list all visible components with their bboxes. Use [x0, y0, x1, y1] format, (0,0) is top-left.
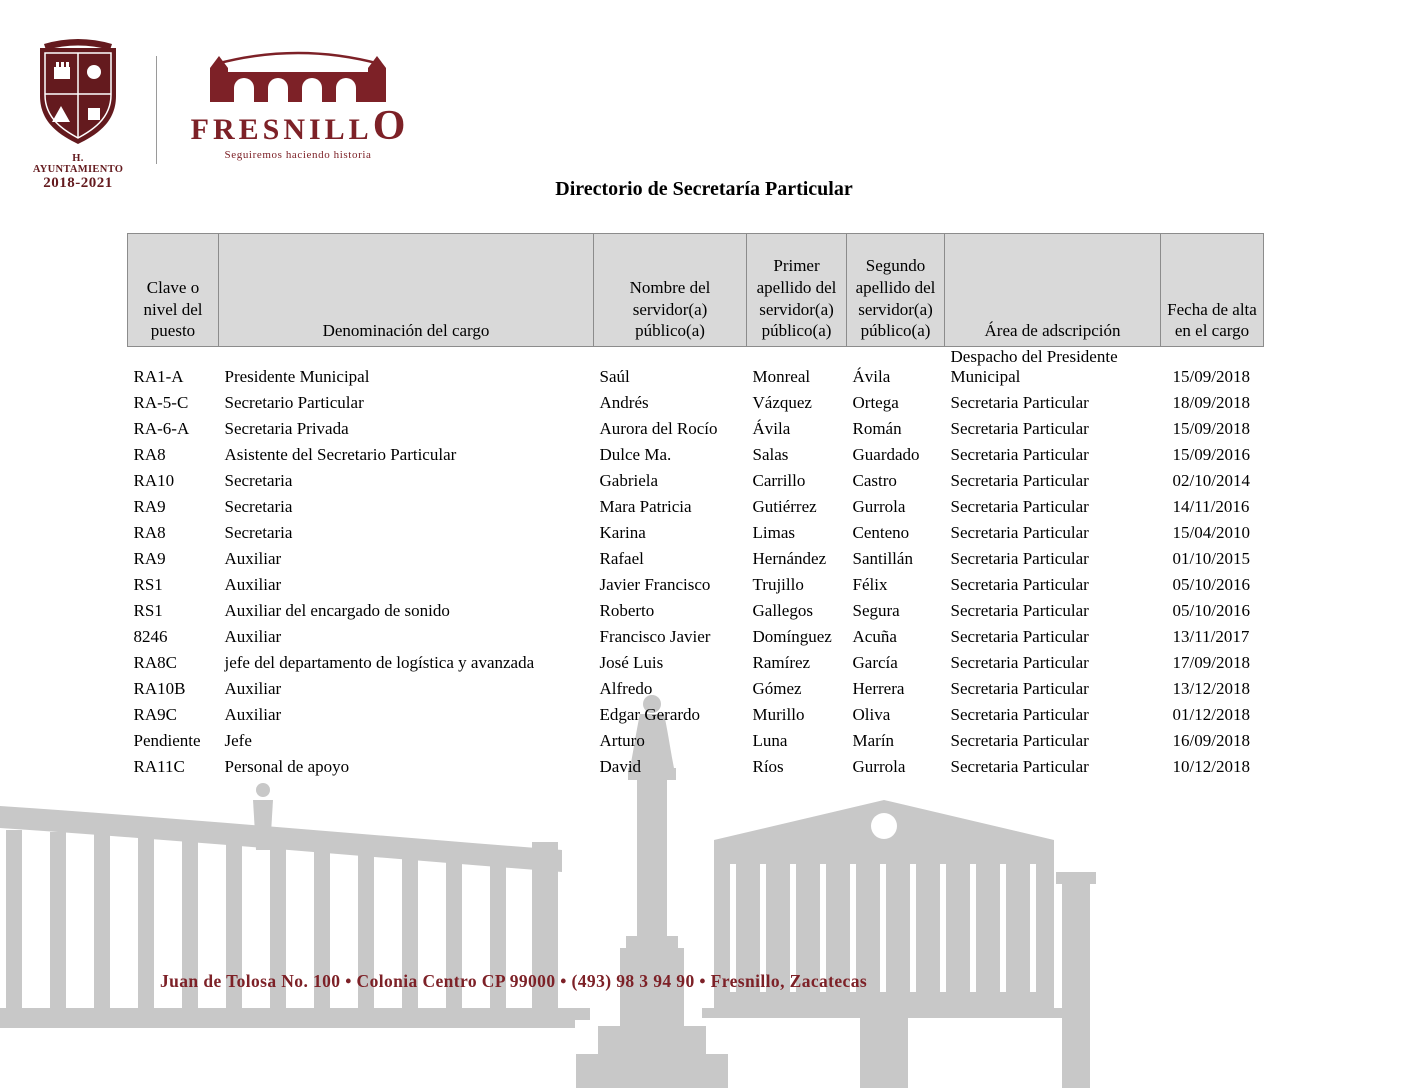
- table-row: [128, 626, 1264, 652]
- table-cell: Monreal: [752, 367, 811, 387]
- table-row: [128, 678, 1264, 704]
- table-cell: Gurrola: [852, 497, 906, 517]
- table-cell: Karina: [599, 523, 646, 543]
- table-cell: Luna: [752, 731, 788, 751]
- crest-years: 2018-2021: [43, 175, 113, 191]
- table-cell: RA1-A: [133, 367, 184, 387]
- table-cell: Rafael: [599, 549, 644, 569]
- table-cell: 01/10/2015: [1172, 549, 1250, 569]
- table-cell: Secretaria Particular: [950, 497, 1089, 517]
- table-cell: Secretaria Particular: [950, 757, 1089, 777]
- column-header-clave: Clave o nivel del puesto: [128, 234, 219, 347]
- table-cell: Murillo: [752, 705, 805, 725]
- table-cell: 18/09/2018: [1172, 393, 1250, 413]
- table-cell: Secretaria Particular: [950, 653, 1089, 673]
- table-cell: Secretaria: [224, 523, 293, 543]
- table-cell: RA10: [133, 471, 175, 491]
- table-cell: Guardado: [852, 445, 920, 465]
- municipal-seal-icon: [30, 34, 126, 150]
- logo-divider: [156, 56, 157, 164]
- table-cell: Auxiliar del encargado de sonido: [224, 601, 450, 621]
- table-cell: RA-6-A: [133, 419, 190, 439]
- table-cell: Auxiliar: [224, 705, 282, 725]
- table-header-row: [128, 234, 1264, 347]
- table-cell: Secretaria Particular: [950, 705, 1089, 725]
- table-cell: Secretaria Particular: [950, 627, 1089, 647]
- table-cell: 14/11/2016: [1172, 497, 1250, 517]
- table-cell: Ríos: [752, 757, 784, 777]
- table-cell: Ávila: [752, 419, 791, 439]
- column-header-fecha: Fecha de alta en el cargo: [1161, 234, 1264, 347]
- table-cell: Centeno: [852, 523, 910, 543]
- table-cell: Secretaria: [224, 471, 293, 491]
- table-cell: David: [599, 757, 642, 777]
- wordmark-big-o: O: [372, 103, 406, 149]
- table-cell: Vázquez: [752, 393, 812, 413]
- table-cell: Secretaria Particular: [950, 549, 1089, 569]
- table-cell: Gómez: [752, 679, 802, 699]
- table-cell: RA8: [133, 523, 166, 543]
- table-row: [128, 444, 1264, 470]
- table-cell: Auxiliar: [224, 575, 282, 595]
- table-cell: Ramírez: [752, 653, 811, 673]
- directory-table: [127, 233, 1264, 782]
- table-row: [128, 496, 1264, 522]
- table-cell: Trujillo: [752, 575, 804, 595]
- aqueduct-bridge-icon: [208, 48, 388, 102]
- table-cell: Arturo: [599, 731, 645, 751]
- table-cell: Secretaria Privada: [224, 419, 349, 439]
- table-cell: Carrillo: [752, 471, 806, 491]
- table-cell: 01/12/2018: [1172, 705, 1250, 725]
- column-header-denominacion: Denominación del cargo: [219, 234, 594, 347]
- table-cell: Secretaria Particular: [950, 419, 1089, 439]
- table-cell: Salas: [752, 445, 789, 465]
- table-cell: 15/09/2018: [1172, 367, 1250, 387]
- table-cell: Limas: [752, 523, 795, 543]
- wordmark-head: FRESNILL: [190, 113, 373, 146]
- table-row: [128, 730, 1264, 756]
- table-row: [128, 756, 1264, 782]
- fresnillo-wordmark: [178, 103, 418, 149]
- table-cell: Gallegos: [752, 601, 813, 621]
- table-cell: Secretario Particular: [224, 393, 364, 413]
- table-cell: Jefe: [224, 731, 252, 751]
- fresnillo-tagline: Seguiremos haciendo historia: [224, 149, 372, 162]
- table-cell: RA-5-C: [133, 393, 189, 413]
- table-row: [128, 548, 1264, 574]
- table-cell: Herrera: [852, 679, 905, 699]
- table-cell: Auxiliar: [224, 627, 282, 647]
- table-cell: Despacho del Presidente Municipal: [950, 347, 1118, 387]
- table-row: [128, 347, 1264, 392]
- table-cell: Acuña: [852, 627, 897, 647]
- table-row: [128, 600, 1264, 626]
- table-cell: Secretaria Particular: [950, 393, 1089, 413]
- table-row: [128, 704, 1264, 730]
- table-cell: Félix: [852, 575, 888, 595]
- table-cell: Francisco Javier: [599, 627, 711, 647]
- table-cell: RA8: [133, 445, 166, 465]
- table-cell: Gabriela: [599, 471, 659, 491]
- crest-caption: H. AYUNTAMIENTO: [32, 153, 124, 175]
- column-header-segundo-apellido: Segundo apellido del servidor(a) público(a): [847, 234, 945, 347]
- table-row: [128, 652, 1264, 678]
- table-cell: Personal de apoyo: [224, 757, 350, 777]
- table-cell: Secretaria Particular: [950, 523, 1089, 543]
- table-cell: 16/09/2018: [1172, 731, 1250, 751]
- table-cell: Edgar Gerardo: [599, 705, 701, 725]
- table-cell: 05/10/2016: [1172, 575, 1250, 595]
- table-cell: 13/11/2017: [1172, 627, 1250, 647]
- table-cell: RS1: [133, 601, 163, 621]
- table-cell: 15/09/2016: [1172, 445, 1250, 465]
- table-cell: José Luis: [599, 653, 664, 673]
- table-cell: Gurrola: [852, 757, 906, 777]
- fresnillo-logo: [178, 48, 418, 161]
- table-cell: Saúl: [599, 367, 630, 387]
- table-cell: Marín: [852, 731, 895, 751]
- table-cell: 17/09/2018: [1172, 653, 1250, 673]
- table-cell: Asistente del Secretario Particular: [224, 445, 457, 465]
- table-cell: Pendiente: [133, 731, 201, 751]
- table-cell: Secretaria Particular: [950, 679, 1089, 699]
- table-body: [128, 347, 1264, 782]
- table-cell: RA9: [133, 497, 166, 517]
- table-row: [128, 392, 1264, 418]
- column-header-area: Área de adscripción: [945, 234, 1161, 347]
- table-cell: Ortega: [852, 393, 899, 413]
- table-cell: Román: [852, 419, 902, 439]
- table-row: [128, 522, 1264, 548]
- table-cell: Andrés: [599, 393, 649, 413]
- table-cell: Mara Patricia: [599, 497, 692, 517]
- table-cell: Dulce Ma.: [599, 445, 672, 465]
- table-cell: Auxiliar: [224, 549, 282, 569]
- table-cell: Secretaria Particular: [950, 471, 1089, 491]
- table-cell: 15/09/2018: [1172, 419, 1250, 439]
- table-cell: Oliva: [852, 705, 891, 725]
- table-cell: RA9: [133, 549, 166, 569]
- table-cell: Gutiérrez: [752, 497, 817, 517]
- table-cell: RS1: [133, 575, 163, 595]
- table-cell: jefe del departamento de logística y avanzada: [224, 653, 535, 673]
- table-cell: Secretaria Particular: [950, 601, 1089, 621]
- page-title: Directorio de Secretaría Particular: [555, 178, 853, 200]
- table-cell: Domínguez: [752, 627, 832, 647]
- municipal-crest: [26, 34, 130, 192]
- table-cell: RA11C: [133, 757, 185, 777]
- table-cell: 02/10/2014: [1172, 471, 1250, 491]
- column-header-primer-apellido: Primer apellido del servidor(a) público(a): [747, 234, 847, 347]
- footer-address: Juan de Tolosa No. 100 • Colonia Centro CP 99000 • (493) 98 3 94 90 • Fresnillo, Zacatecas: [160, 971, 868, 991]
- table-cell: Secretaria Particular: [950, 731, 1089, 751]
- table-cell: Castro: [852, 471, 897, 491]
- table-cell: Javier Francisco: [599, 575, 711, 595]
- table-cell: 8246: [133, 627, 168, 647]
- table-row: [128, 574, 1264, 600]
- table-row: [128, 470, 1264, 496]
- table-cell: Ávila: [852, 367, 891, 387]
- table-cell: Secretaria Particular: [950, 575, 1089, 595]
- table-cell: Presidente Municipal: [224, 367, 370, 387]
- table-cell: Secretaria Particular: [950, 445, 1089, 465]
- column-header-nombre: Nombre del servidor(a) público(a): [594, 234, 747, 347]
- table-cell: 10/12/2018: [1172, 757, 1250, 777]
- table-cell: Hernández: [752, 549, 827, 569]
- table-cell: Aurora del Rocío: [599, 419, 718, 439]
- table-cell: RA8C: [133, 653, 177, 673]
- table-cell: RA10B: [133, 679, 186, 699]
- table-cell: 15/04/2010: [1172, 523, 1250, 543]
- table-cell: Secretaria: [224, 497, 293, 517]
- table-cell: García: [852, 653, 898, 673]
- table-cell: 05/10/2016: [1172, 601, 1250, 621]
- table-cell: Auxiliar: [224, 679, 282, 699]
- table-row: [128, 418, 1264, 444]
- table-cell: Roberto: [599, 601, 655, 621]
- table-cell: Alfredo: [599, 679, 653, 699]
- table-cell: Santillán: [852, 549, 913, 569]
- table-cell: Segura: [852, 601, 900, 621]
- table-cell: RA9C: [133, 705, 177, 725]
- table-cell: 13/12/2018: [1172, 679, 1250, 699]
